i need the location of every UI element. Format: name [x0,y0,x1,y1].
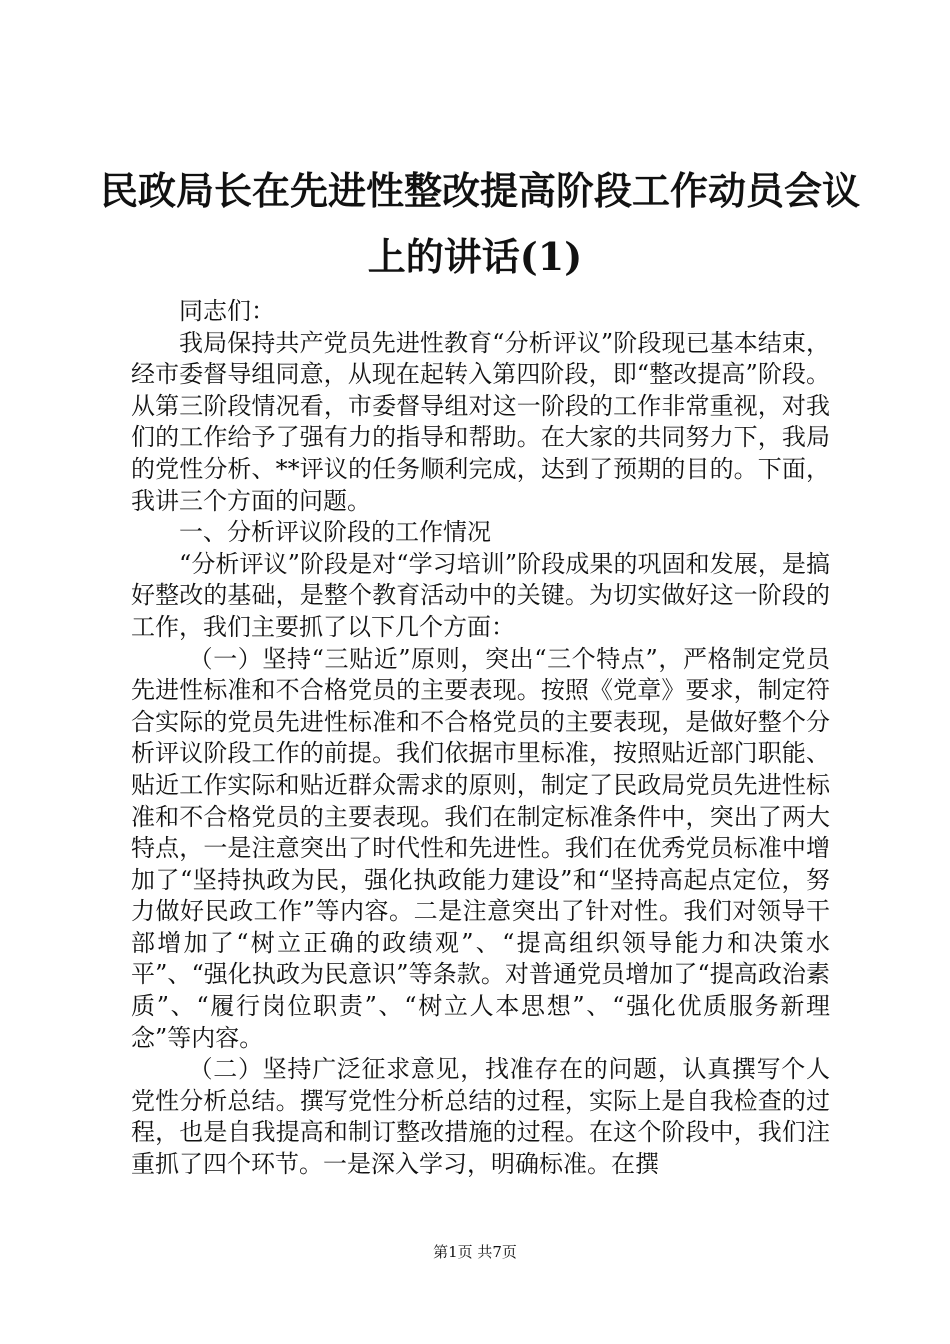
document-title [100,158,861,290]
section-heading-1: 一、分析评议阶段的工作情况 [179,518,491,547]
document-body [131,296,830,1181]
body-paragraph-item-2: （二）坚持广泛征求意见，找准存在的问题，认真撰写个人党性分析总结。撰写党性分析总结的过程，实际上是自我检查的过程，也是自我提高和制订整改措施的过程。在这个阶段中，我们注重抓了四个环节。一是深入学习，明确标准。在撰 [131,1055,830,1179]
salutation: 同志们： [179,297,275,325]
body-paragraph-section-1: “分析评议”阶段是对“学习培训”阶段成果的巩固和发展，是搞好整改的基础，是整个教育活动中的关键。为切实做好这一阶段的工作，我们主要抓了以下几个方面： [131,549,830,641]
body-paragraph-intro: 我局保持共产党员先进性教育“分析评议”阶段现已基本结束，经市委督导组同意，从现在起转入第四阶段，即“整改提高”阶段。从第三阶段情况看，市委督导组对这一阶段的工作非常重视，对我们的工作给予了强有力的指导和帮助。在大家的共同努力下，我局的党性分析、**评议的任务顺利完成，达到了预期的目的。下面，我讲三个方面的问题。 [131,328,830,515]
title-line-1: 民政局长在先进性整改提高阶段工作动员会议 [100,168,861,213]
body-paragraph-item-1: （一）坚持“三贴近”原则，突出“三个特点”，严格制定党员先进性标准和不合格党员的主要表现。按照《党章》要求，制定符合实际的党员先进性标准和不合格党员的主要表现，是做好整个分析评议阶段工作的前提。我们依据市里标准，按照贴近部门职能、贴近工作实际和贴近群众需求的原则，制定了民政局党员先进性标准和不合格党员的主要表现。我们在制定标准条件中，突出了两大特点，一是注意突出了时代性和先进性。我们在优秀党员标准中增加了“坚持执政为民，强化执政能力建设”和“坚持高起点定位，努力做好民政工作”等内容。二是注意突出了针对性。我们对领导干部增加了“树立正确的政绩观”、“提高组织领导能力和决策水平”、“强化执政为民意识”等条款。对普通党员增加了“提高政治素质”、“履行岗位职责”、“树立人本思想”、“强化优质服务新理念”等内容。 [131,644,830,1052]
page-number-footer: 第1页 共7页 [433,1243,517,1261]
title-line-2: 上的讲话(1) [367,234,583,279]
